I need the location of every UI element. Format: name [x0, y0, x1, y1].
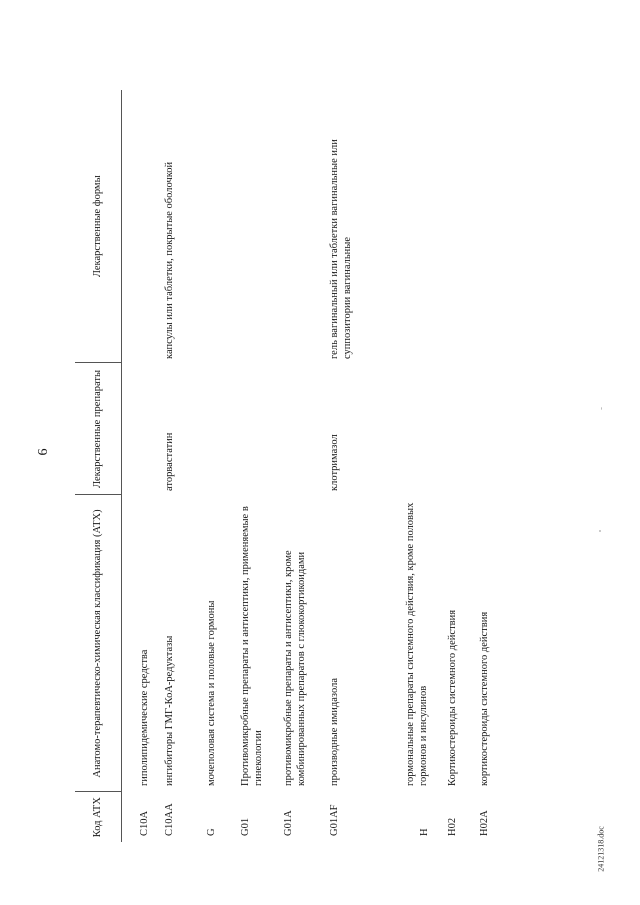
- table-row: [239, 90, 282, 842]
- table-row: [282, 90, 328, 842]
- atc-table: [75, 90, 508, 842]
- cell-code: G01A: [282, 810, 294, 836]
- header-drugs: Лекарственные препараты: [75, 363, 122, 495]
- table-row: [404, 90, 446, 842]
- table-row: [328, 90, 404, 842]
- cell-atc: противомикробные препараты и антисептики, кроме комбинированных препаратов с глюкокортикоидами: [282, 550, 307, 786]
- header-forms: Лекарственные формы: [75, 90, 122, 363]
- scan-speck: [601, 407, 602, 410]
- cell-forms: [282, 90, 328, 363]
- cell-forms: капсулы или таблетки, покрытые оболочкой: [163, 161, 175, 359]
- cell-drug: аторвастатин: [163, 432, 175, 491]
- cell-atc: Кортикостероиды системного действия: [446, 609, 458, 786]
- cell-forms: [122, 90, 163, 363]
- cell-drug: [404, 363, 446, 495]
- cell-atc: ингибиторы ГМГ-КоА-редуктазы: [163, 635, 175, 786]
- cell-atc: кортикостероиды системного действия: [478, 611, 490, 786]
- cell-drug: [205, 363, 239, 495]
- cell-code: G: [205, 828, 217, 836]
- cell-atc: гормональные препараты системного действия, кроме половых гормонов и инсулинов: [404, 502, 429, 786]
- table-row: [446, 90, 478, 842]
- cell-drug: клотримазол: [328, 434, 340, 491]
- cell-drug: [446, 363, 478, 495]
- cell-forms: гель вагинальный или таблетки вагинальные или суппозитории вагинальные: [328, 139, 353, 359]
- cell-drug: [282, 363, 328, 495]
- document-file-id: 24121318.doc: [596, 826, 606, 872]
- cell-forms: [205, 90, 239, 363]
- cell-forms: [446, 90, 478, 363]
- table-row: [478, 90, 508, 842]
- table-row: [163, 90, 205, 842]
- table-header-row: [75, 90, 122, 842]
- atc-table-rotated: [75, 90, 520, 842]
- cell-drug: [478, 363, 508, 495]
- cell-code: H: [418, 828, 430, 836]
- cell-code: G01AF: [328, 804, 340, 836]
- cell-drug: [122, 363, 163, 495]
- cell-code: C10A: [139, 810, 150, 836]
- cell-forms: [239, 90, 282, 363]
- table-row: [122, 90, 163, 842]
- header-atc: Анатомо-терапевтическо-химическая классификация (АТХ): [75, 495, 122, 792]
- cell-drug: [239, 363, 282, 495]
- page-number: 6: [36, 448, 51, 456]
- cell-code: H02: [446, 817, 458, 836]
- cell-atc: производные имидазола: [328, 677, 340, 786]
- cell-atc: гиполипидемические средства: [139, 649, 150, 786]
- cell-code: G01: [239, 817, 251, 836]
- cell-forms: [478, 90, 508, 363]
- cell-atc: мочеполовая система и половые гормоны: [205, 600, 217, 786]
- header-code: Код АТХ: [75, 792, 122, 842]
- cell-forms: [404, 90, 446, 363]
- cell-code: H02A: [478, 810, 490, 836]
- cell-atc: Противомикробные препараты и антисептики, применяемые в гинекологии: [239, 506, 264, 786]
- cell-code: C10AA: [163, 803, 175, 836]
- scan-speck: [599, 530, 601, 532]
- table-row: [205, 90, 239, 842]
